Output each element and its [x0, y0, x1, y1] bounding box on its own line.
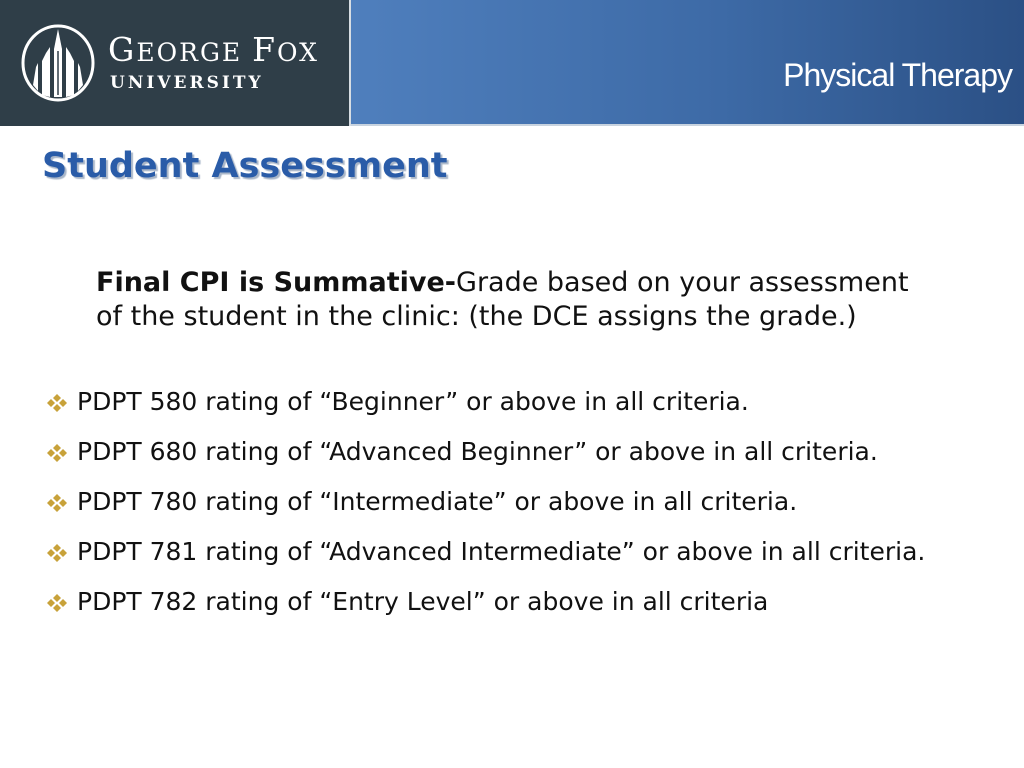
list-item [44, 436, 1004, 468]
department-name: Physical Therapy [783, 57, 1012, 93]
list-item [44, 386, 1004, 418]
list-item [44, 486, 1004, 518]
list-item-text: PDPT 782 rating of “Entry Level” or above in all criteria [77, 587, 769, 616]
logo-panel [0, 0, 349, 126]
list-item-text: PDPT 780 rating of “Intermediate” or above in all criteria. [77, 487, 798, 516]
four-diamond-bullet-icon [47, 444, 67, 462]
list-item-text: PDPT 781 rating of “Advanced Intermediate” or above in all criteria. [77, 537, 926, 566]
four-diamond-bullet-icon [47, 394, 67, 412]
four-diamond-bullet-icon [47, 494, 67, 512]
list-item-text: PDPT 680 rating of “Advanced Beginner” or above in all criteria. [77, 437, 878, 466]
intro-bold-lead: Final CPI is Summative- [96, 267, 457, 298]
list-item-text: PDPT 580 rating of “Beginner” or above in all criteria. [77, 387, 749, 416]
list-item [44, 586, 1004, 618]
four-diamond-bullet-icon [47, 594, 67, 612]
slide-header [0, 0, 1024, 126]
slide-title: Student Assessment [42, 146, 448, 186]
intro-text: Grade based on your assessment of the student in the clinic: (the DCE assigns the grade.) [96, 267, 909, 332]
header-banner [351, 0, 1024, 124]
spire-crest-icon [20, 23, 96, 103]
list-item [44, 536, 1004, 568]
four-diamond-bullet-icon [47, 544, 67, 562]
university-name: GEORGE FOX [108, 30, 319, 69]
university-subtitle: UNIVERSITY [110, 73, 264, 93]
criteria-list [44, 386, 1004, 636]
intro-paragraph [96, 266, 916, 334]
banner-underline [351, 124, 1024, 126]
